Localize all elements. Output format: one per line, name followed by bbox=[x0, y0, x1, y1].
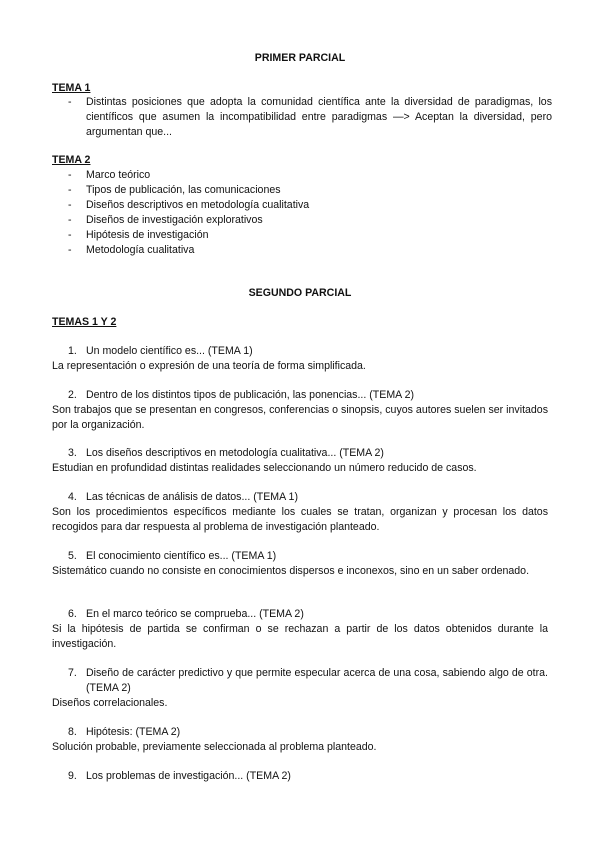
qa-item-6 bbox=[52, 607, 548, 652]
answer-text: Son los procedimientos específicos mediante los cuales se tratan, organizan y procesan los datos recogidos para dar respuesta al problema de investigación planteado. bbox=[52, 506, 548, 533]
answer-text: La representación o expresión de una teoría de forma simplificada. bbox=[52, 360, 366, 372]
question-number: 2. bbox=[68, 389, 77, 401]
question-text: En el marco teórico se comprueba... (TEMA 2) bbox=[86, 608, 304, 620]
answer-text: Si la hipótesis de partida se confirman o se rechazan a partir de los datos obtenidos durante la investigación. bbox=[52, 623, 548, 650]
list-item: - Hipótesis de investigación bbox=[52, 228, 552, 243]
qa-item-2 bbox=[52, 388, 548, 433]
primer-parcial-title: PRIMER PARCIAL bbox=[254, 52, 346, 64]
answer-text: Sistemático cuando no consiste en conocimientos dispersos e inconexos, sino en un saber ordenado. bbox=[52, 565, 530, 577]
answer-text: Son trabajos que se presentan en congresos, conferencias o sinopsis, cuyos autores suelen ser invitados por la organización. bbox=[52, 404, 548, 431]
answer-text: Diseños correlacionales. bbox=[52, 697, 168, 709]
question-number: 3. bbox=[68, 447, 77, 459]
tema2-list bbox=[52, 168, 552, 258]
qa-item-7 bbox=[52, 666, 548, 711]
question-number: 6. bbox=[68, 608, 77, 620]
question-text: Dentro de los distintos tipos de publicación, las ponencias... (TEMA 2) bbox=[86, 389, 414, 401]
question-text: Las técnicas de análisis de datos... (TEMA 1) bbox=[86, 491, 298, 503]
list-item: - Metodología cualitativa bbox=[52, 243, 552, 258]
question-number: 9. bbox=[68, 770, 77, 782]
question-text: Diseño de carácter predictivo y que permite especular acerca de una cosa, sabiendo algo de otra. (TEMA 2) bbox=[86, 667, 548, 694]
list-item: - Diseños descriptivos en metodología cualitativa bbox=[52, 198, 552, 213]
qa-item-4 bbox=[52, 490, 548, 535]
question-text: Hipótesis: (TEMA 2) bbox=[86, 726, 181, 738]
tema1-list bbox=[52, 95, 552, 140]
qa-item-1 bbox=[52, 344, 548, 374]
list-item: - Distintas posiciones que adopta la comunidad científica ante la diversidad de paradigmas, los científicos que asumen la incompatibilidad entre paradigmas —> Aceptan la diversidad, pero argumentan que... bbox=[52, 95, 552, 140]
temas-label: TEMAS 1 Y 2 bbox=[52, 316, 117, 328]
segundo-parcial-title: SEGUNDO PARCIAL bbox=[248, 287, 352, 299]
question-text: Un modelo científico es... (TEMA 1) bbox=[86, 345, 253, 357]
question-number: 8. bbox=[68, 726, 77, 738]
tema2-label: TEMA 2 bbox=[52, 154, 91, 166]
list-item: - Marco teórico bbox=[52, 168, 552, 183]
qa-item-5 bbox=[52, 549, 548, 579]
qa-item-3 bbox=[52, 446, 548, 476]
question-text: Los problemas de investigación... (TEMA 2) bbox=[86, 770, 291, 782]
answer-text: Estudian en profundidad distintas realidades seleccionando un número reducido de casos. bbox=[52, 462, 477, 474]
tema1-label: TEMA 1 bbox=[52, 82, 91, 94]
question-number: 1. bbox=[68, 345, 77, 357]
question-number: 7. bbox=[68, 667, 77, 679]
list-item: - Diseños de investigación explorativos bbox=[52, 213, 552, 228]
question-text: Los diseños descriptivos en metodología cualitativa... (TEMA 2) bbox=[86, 447, 384, 459]
question-text: El conocimiento científico es... (TEMA 1) bbox=[86, 550, 277, 562]
list-item: - Tipos de publicación, las comunicaciones bbox=[52, 183, 552, 198]
answer-text: Solución probable, previamente seleccionada al problema planteado. bbox=[52, 741, 377, 753]
qa-item-8 bbox=[52, 725, 548, 755]
question-number: 5. bbox=[68, 550, 77, 562]
question-number: 4. bbox=[68, 491, 77, 503]
qa-item-9 bbox=[52, 769, 548, 784]
